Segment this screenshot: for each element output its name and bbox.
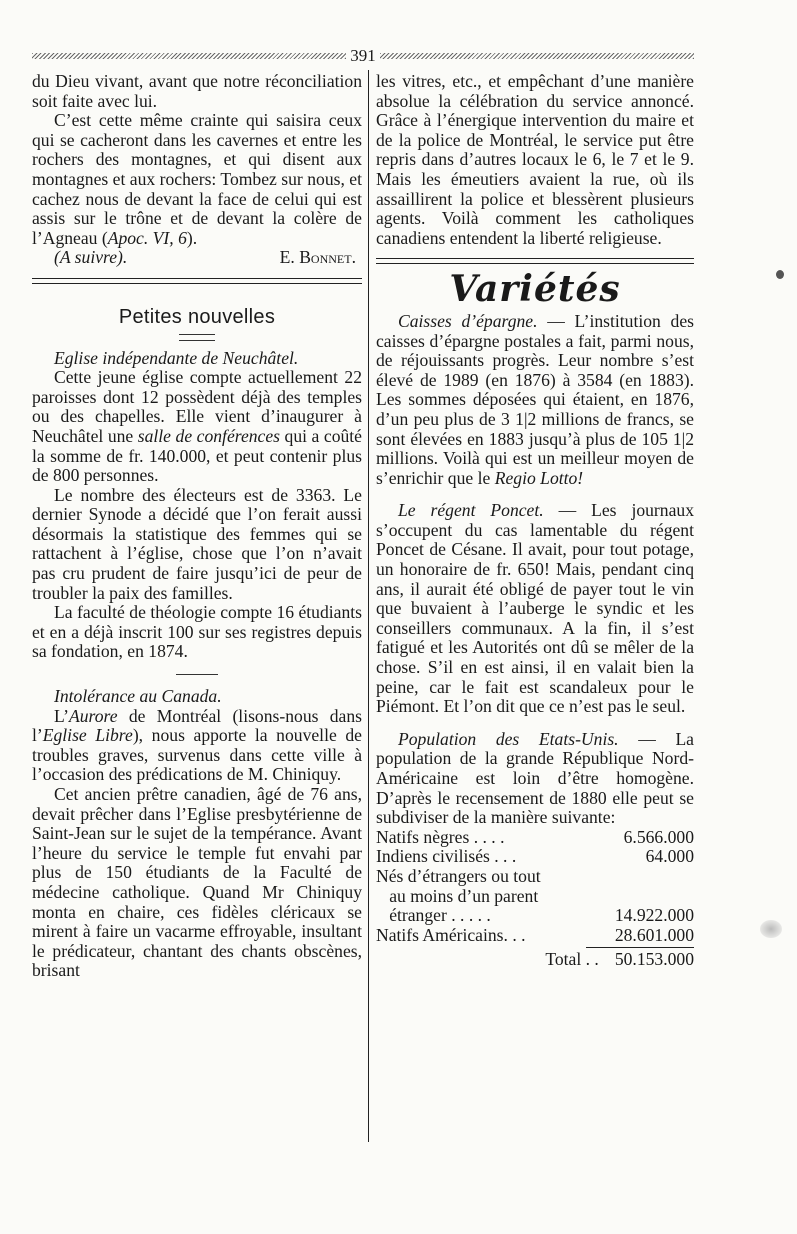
text: Cette jeune église compte actuellement 22 paroisses dont 12 possèdent déjà des temples ou des chapelles. Elle vient d’inaugurer à Neuchâtel une bbox=[32, 367, 362, 446]
table-row bbox=[376, 847, 694, 867]
text: ), nous apporte la nouvelle de troubles graves, survenus dans cette ville à l’occasion des prédications de M. Chiniquy. bbox=[32, 725, 362, 785]
left-column bbox=[32, 72, 362, 981]
text: L’ bbox=[54, 705, 69, 726]
row-value: 14.922.000 bbox=[614, 905, 694, 926]
text: qui a coûté la somme de fr. 140.000, et peut contenir plus de 800 personnes. bbox=[32, 425, 362, 486]
news-paragraph bbox=[32, 707, 362, 785]
news-paragraph: La faculté de théologie compte 16 étudiants et en a déjà inscrit 100 sur ses registres depuis sa fondation, en 1874. bbox=[32, 602, 362, 662]
row-label: Natifs Américains. . . bbox=[376, 924, 526, 945]
table-row bbox=[376, 867, 694, 887]
paper-smudge bbox=[760, 920, 782, 938]
emphasis: Regio Lotto! bbox=[494, 467, 584, 488]
short-rule bbox=[176, 674, 218, 675]
article-paragraph bbox=[32, 111, 362, 248]
total-row bbox=[376, 950, 694, 970]
population-table bbox=[376, 828, 694, 970]
text: — L’institution des caisses d’épargne postales a fait, parmi nous, de réjouissants progrès. Leur nombre s’est élevé de 1989 (en 1876) à 3584 (en 1883). Les sommes déposées qui étaient, en 1876, d’un peu plus de 3 1|2 millions de francs, se sont élevées en 1883 jusqu’à plus de 105 1|2 millions. Voilà qui est un meilleur moyen de s’enrichir que le bbox=[376, 310, 694, 488]
section-separator bbox=[376, 258, 694, 264]
heading-ornament bbox=[179, 334, 215, 341]
scripture-reference: Apoc. VI, 6 bbox=[107, 227, 187, 248]
row-label: Natifs nègres . . . . bbox=[376, 826, 505, 847]
news-paragraph: Cet ancien prêtre canadien, âgé de 76 ans, devait prêcher dans l’Eglise presbytérienne de Saint-Jean sur le sujet de la tempérance. Avant l’heure du service le temple fut envahi par plus de 150 étudiants de la Faculté de médecine catholique. Quand Mr Chiniquy monta en chaire, ces fidèles cléricaux se mirent à faire un vacarme effroyable, insultant le prédicateur, chantant des chants obscènes, brisant bbox=[32, 784, 362, 981]
emphasis: Aurore bbox=[69, 705, 118, 726]
news-paragraph bbox=[376, 501, 694, 717]
news-title: Caisses d’épargne. bbox=[398, 310, 538, 331]
text: — Les journaux s’occupent du cas lamentable du régent Poncet de Césane. Il avait, pour tout potage, un honoraire de fr. 650! Mais, pendant cinq ans, il aurait été obligé de payer tout le vin que buvaient à l’auberge le syndic et les conseillers communaux. A la fin, il s’est fatigué et les Autorités ont dû se mêler de la chose. S’il en est ainsi, il en valait bien la peine, car le fait est scandaleux pour le Piémont. Et l’on dit que ce n’est pas le seul. bbox=[376, 500, 694, 717]
article-continuation: du Dieu vivant, avant que notre réconciliation soit faite avec lui. bbox=[32, 71, 362, 111]
row-label: Nés d’étrangers ou tout bbox=[376, 865, 541, 886]
column-divider bbox=[368, 70, 369, 1142]
paragraph-end: ). bbox=[186, 227, 198, 248]
emphasis: salle de conférences bbox=[137, 425, 281, 446]
total-label: Total . . bbox=[545, 949, 599, 970]
row-value: 6.566.000 bbox=[623, 826, 694, 847]
wavy-rule-left bbox=[32, 53, 346, 59]
news-paragraph bbox=[376, 730, 694, 828]
row-label: étranger . . . . . bbox=[376, 905, 491, 926]
table-row bbox=[376, 906, 694, 926]
news-paragraph bbox=[32, 368, 362, 486]
row-value: 64.000 bbox=[645, 846, 694, 867]
emphasis: Eglise Libre bbox=[42, 725, 133, 746]
news-title: Eglise indépendante de Neuchâtel. bbox=[54, 347, 299, 368]
table-row bbox=[376, 926, 694, 946]
news-paragraph: Le nombre des électeurs est de 3363. Le dernier Synode a décidé que l’on ferait aussi désormais la statistique des femmes qui se rattachent à l’église, chose que l’on n’avait pas cru prudent de faire jusqu’ici de peur de troubler la paix des familles. bbox=[32, 484, 362, 603]
total-value: 50.153.000 bbox=[614, 949, 694, 970]
news-title: Intolérance au Canada. bbox=[54, 686, 222, 707]
row-label: au moins d’un parent bbox=[376, 885, 539, 906]
section-heading: Variétés bbox=[449, 268, 621, 311]
article-continuation: les vitres, etc., et empêchant d’une manière absolue la célébration du service annoncé. Grâce à l’énergique intervention du maire et de la police de Montréal, le service put être repris dans d’autres locaux le 6, le 7 et le 9. Mais les émeutiers avaient la rue, où ils assaillirent la police et blessèrent plusieurs agents. Voilà comment les catholiques canadiens entendent la liberté religieuse. bbox=[376, 71, 694, 248]
total-rule bbox=[586, 947, 694, 948]
table-row bbox=[376, 887, 694, 907]
ink-spot bbox=[776, 270, 784, 279]
section-heading: Petites nouvelles bbox=[118, 305, 276, 328]
wavy-rule-right bbox=[380, 53, 694, 59]
page-number: 391 bbox=[350, 46, 376, 65]
row-label: Indiens civilisés . . . bbox=[376, 846, 517, 867]
right-column bbox=[376, 72, 694, 970]
news-title: Population des Etats-Unis. bbox=[398, 728, 619, 749]
text: — La population de la grande République Nord-Américaine est loin d’être homogène. D’après le recensement de 1880 elle peut se subdiviser de la manière suivante: bbox=[376, 728, 694, 828]
to-be-continued: (A suivre). bbox=[54, 247, 128, 268]
news-paragraph bbox=[376, 312, 694, 488]
paragraph-text: C’est cette même crainte qui saisira ceux qui se cacheront dans les cavernes et entre les rochers des montagnes, et qui disent aux montagnes et aux rochers: Tombez sur nous, et cachez nous de devant la face de celui qui est assis sur le trône et de devant la colère de l’Agneau ( bbox=[32, 110, 362, 248]
text: de Montréal (lisons-nous dans l’ bbox=[32, 705, 362, 746]
signature-line bbox=[32, 248, 362, 268]
news-title: Le régent Poncet. bbox=[398, 500, 544, 521]
author-name: E. Bonnet. bbox=[279, 247, 356, 268]
table-row bbox=[376, 828, 694, 848]
running-header bbox=[32, 48, 694, 64]
row-value: 28.601.000 bbox=[614, 924, 694, 945]
section-separator bbox=[32, 278, 362, 284]
